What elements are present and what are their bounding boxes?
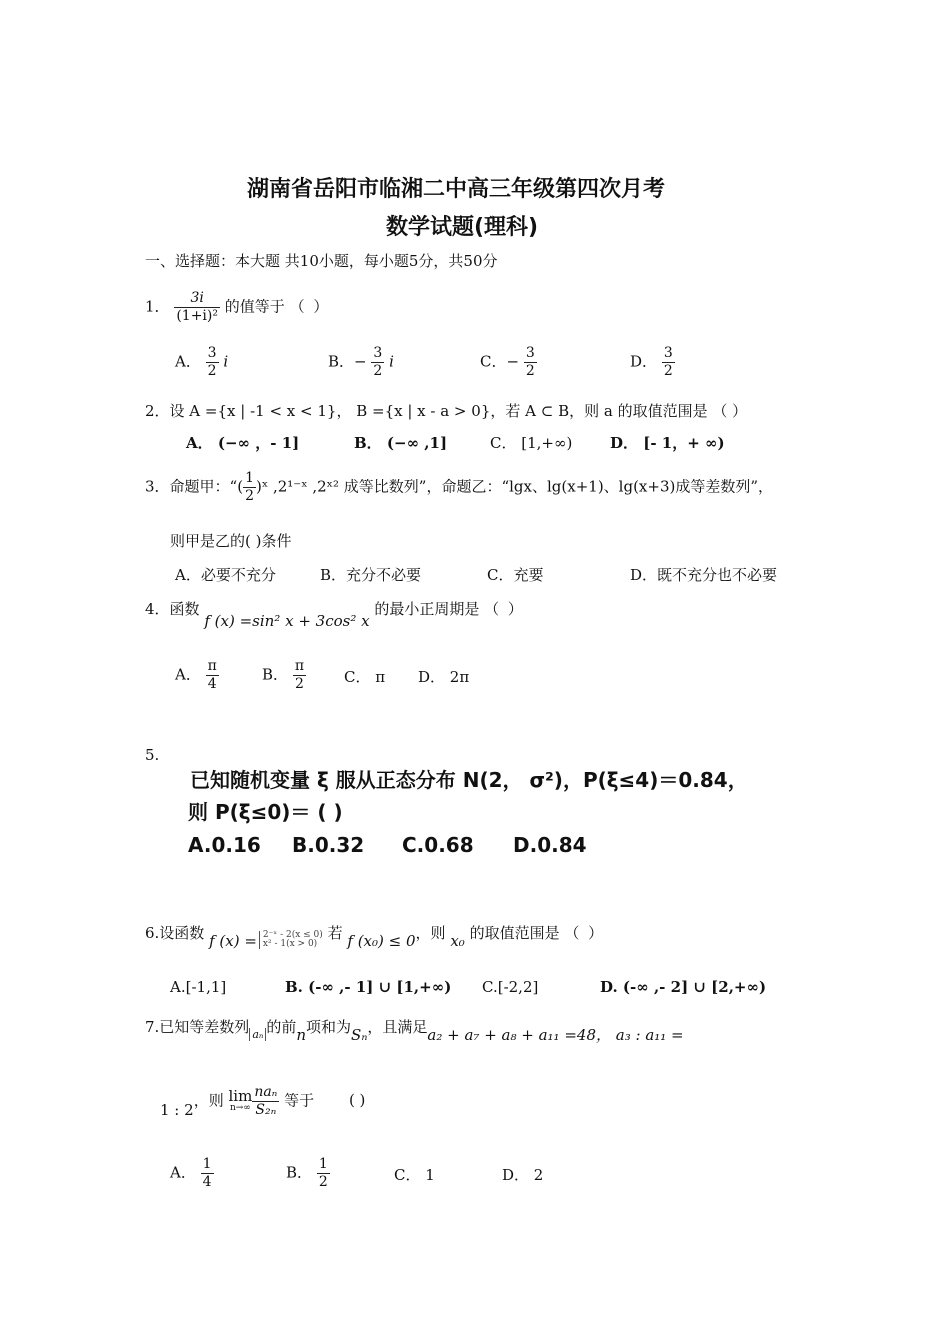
q6-option-c: C.[-2,2] (482, 978, 539, 996)
question-1 (145, 290, 330, 325)
exam-subtitle: 数学试题(理科) (386, 215, 539, 240)
question-4: 4．函数 f (x) =sin² x + 3cos² x 的最小正周期是 （ ） (145, 600, 525, 630)
q1-number: 1． (145, 297, 170, 316)
q4-option-a: A． $\frac{\pi}{4}$ (175, 658, 217, 692)
q1-fraction: $\frac{3i}{\text{(1+i)²}}$ (176, 290, 218, 324)
question-7: 7.已知等差数列 $_{a_n}$ 的前n项和为Sₙ，且满足a₂ + a₇ + a₈ + a₁₁ =48， a₃ : a₁₁ = (145, 1018, 684, 1044)
q4-option-b: B． $\frac{\pi}{2}$ (262, 658, 305, 692)
q6-option-b: B. (-∞ ,- 1] ∪ [1,+∞) (285, 978, 452, 996)
q7-limit: lim n→∞ (228, 1087, 253, 1114)
q6-option-d: D. (-∞ ,- 2] ∪ [2,+∞) (600, 978, 767, 996)
q1-option-c: C．− $\frac{3}{2}$ (480, 345, 535, 379)
q6-piecewise: 2⁻ˣ - 2(x ≤ 0) x² - 1(x > 0) (259, 931, 323, 949)
q4-option-d: D． 2π (418, 668, 470, 686)
q3-half-fraction: $\frac{1}{2}$ (245, 470, 254, 504)
q3-option-b: B．充分不必要 (320, 566, 422, 584)
q5-option-d: D.0.84 (513, 833, 587, 857)
question-2: 2．设 A ={x | -1 < x < 1}， B ={x | x - a > 0}，若 A ⊂ B，则 a 的取值范围是 （ ） (145, 402, 748, 420)
q2-option-c: C． [1,+∞) (490, 434, 573, 452)
q5-option-a: A.0.16 (188, 833, 261, 857)
q3-line2: 则甲是乙的( )条件 (170, 532, 292, 550)
section-heading: 一、选择题：本大题 共10小题，每小题5分，共50分 (145, 252, 498, 270)
exam-title: 湖南省岳阳市临湘二中高三年级第四次月考 (247, 177, 666, 202)
q7-option-c: C． 1 (394, 1166, 435, 1184)
q7-option-a: A． $\frac{1}{4}$ (170, 1156, 212, 1190)
question-6: 6.设函数 f (x) = 2⁻ˣ - 2(x ≤ 0) x² - 1(x > 0) 若 f (x₀) ≤ 0，则 x₀ 的取值范围是 （ ） (145, 924, 606, 950)
q5-option-b: B.0.32 (292, 833, 365, 857)
q2-option-d: D． [- 1，+ ∞) (610, 434, 725, 452)
q1-option-a: A． $\frac{3}{2}$ i (175, 345, 229, 379)
q5-option-c: C.0.68 (402, 833, 474, 857)
q2-option-a: A． (−∞ ，- 1] (186, 434, 300, 452)
q3-option-a: A．必要不充分 (175, 566, 276, 584)
q6-option-a: A.[-1,1] (170, 978, 227, 996)
q5-line1: 已知随机变量 ξ 服从正态分布 N(2， σ²)，P(ξ≤4)＝0.84， (190, 768, 748, 792)
q7-option-d: D． 2 (502, 1166, 544, 1184)
q1-text: 的值等于 (224, 297, 285, 316)
q5-line2: 则 P(ξ≤0)＝ ( ) (188, 800, 343, 824)
q4-option-c: C． π (344, 668, 386, 686)
q4-formula: f (x) =sin² x + 3cos² x (204, 612, 370, 630)
q2-option-b: B． (−∞ ,1] (354, 434, 448, 452)
q7-line2: 1 : 2，则 lim n→∞ $\frac{\text{naₙ}}{\text{S₂ₙ}}$ 等于 ( ) (160, 1084, 366, 1120)
question-3: 3．命题甲：“( $\frac{1}{2}$ )ˣ ,2¹⁻ˣ ,2ˣ² 成等比数列”，命题乙：“lgx、lg(x+1)、lg(x+3)成等差数列”， (145, 470, 774, 504)
q1-option-b: B．− $\frac{3}{2}$ i (328, 345, 394, 379)
answer-paren: （ ） (289, 297, 331, 316)
answer-paren: （ ） (484, 600, 525, 618)
q1-option-d: D． $\frac{3}{2}$ (630, 345, 673, 379)
q3-option-c: C．充要 (487, 566, 544, 584)
q5-number: 5. (145, 746, 160, 764)
q3-option-d: D．既不充分也不必要 (630, 566, 778, 584)
q7-option-b: B． $\frac{1}{2}$ (286, 1156, 328, 1190)
